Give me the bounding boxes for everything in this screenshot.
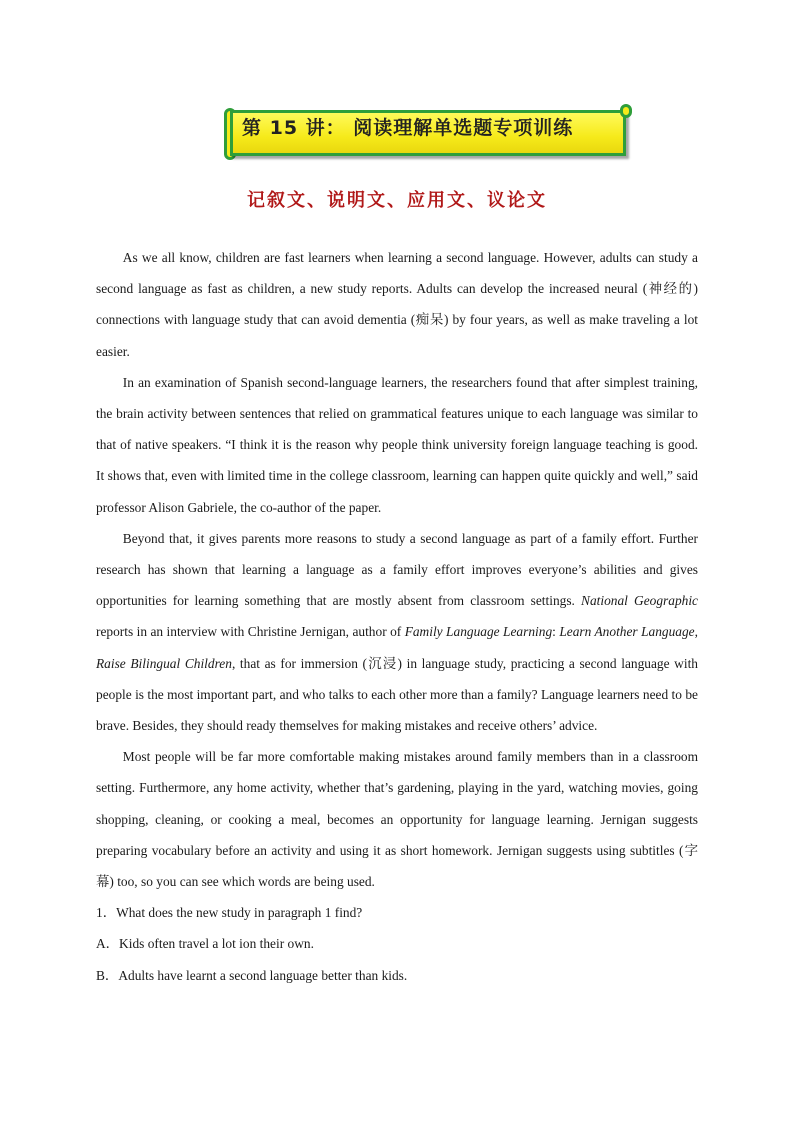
scroll-curl-right — [620, 104, 632, 118]
paragraph-3-part-b: reports in an interview with Christine Jernigan, author of — [96, 624, 402, 640]
paragraph-1: As we all know, children are fast learners when learning a second language. However, adults can study a second language as fast as children, a new study reports. Adults can develop the increased neural (神经的) connections with language study that can avoid dementia (痴呆) by four years, as well as make traveling a lot easier. — [96, 250, 698, 359]
paragraph-4: Most people will be far more comfortable making mistakes around family members than in a classroom setting. Furthermore, any home activity, whether that’s gardening, playing in the yard, watching movies, going shopping, cleaning, or cooking a meal, becomes an opportunity for language learning. Jernigan suggests preparing vocabulary before an activity and using it as short homework. Jernigan suggests using subtitles (字幕) too, so you can see which words are being used. — [96, 749, 698, 890]
paragraph-3 — [96, 523, 698, 741]
colon: : — [552, 624, 560, 640]
lesson-title: 第 15 讲： 阅读理解单选题专项训练 — [242, 117, 574, 139]
book-title-3: Raise Bilingual Children — [96, 655, 232, 671]
genre-subtitle: 记叙文、说明文、应用文、议论文 — [247, 190, 547, 211]
paragraph-3-part-a: Beyond that, it gives parents more reasons to study a second language as part of a family effort. Further research has shown that learning a language as a family effort improves everyone’s abilities and gives opportunities for learning something that are mostly absent from classroom settings. — [96, 530, 698, 609]
title-banner — [222, 104, 634, 164]
question-1-stem: 1．What does the new study in paragraph 1 find? — [96, 905, 363, 921]
book-title-2: Learn Another Language — [559, 624, 695, 640]
comma: , — [694, 624, 698, 640]
paragraph-3-part-c: , that as for immersion (沉浸) in language study, practicing a second language with people is the most important part, and who talks to each other more than a family? Language learners need to be brave. Besides, they should ready themselves for making mistakes and receive others’ advice. — [96, 655, 698, 734]
book-title-1: Family Language Learning — [404, 624, 553, 640]
question-1-option-b: B．Adults have learnt a second language better than kids. — [96, 967, 408, 983]
reading-passage — [96, 242, 698, 991]
question-1-option-a: A．Kids often travel a lot ion their own. — [96, 936, 314, 952]
paragraph-2: In an examination of Spanish second-language learners, the researchers found that after simplest training, the brain activity between sentences that relied on grammatical features unique to each language was similar to that of native speakers. “I think it is the reason why people think university foreign language teaching is good. It shows that, even with limited time in the college classroom, learning can happen quite quickly and well,” said professor Alison Gabriele, the co-author of the paper. — [96, 374, 698, 515]
magazine-title: National Geographic — [581, 593, 698, 609]
